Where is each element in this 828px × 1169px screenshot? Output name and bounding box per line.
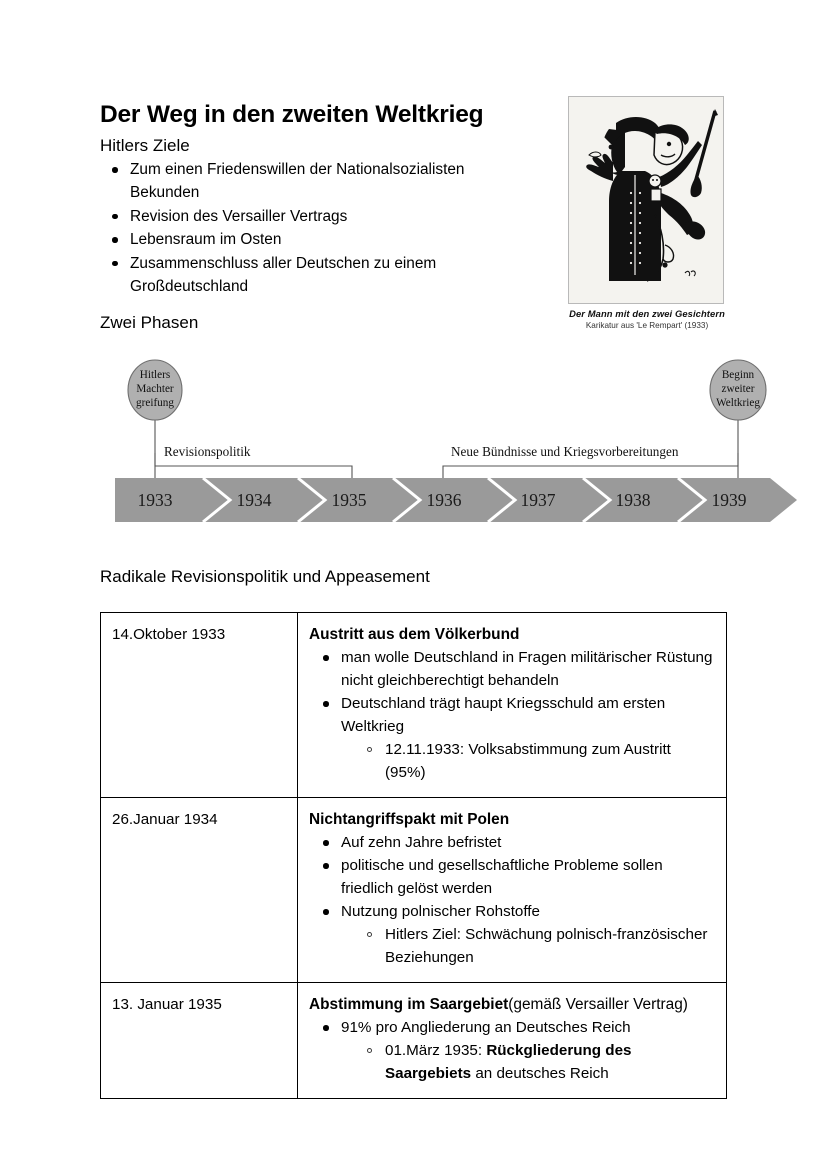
callout-left-line-2: Machter [136,383,174,395]
list-item: Revision des Versailler Vertrags [100,205,530,228]
timeline-year: 1934 [236,490,272,510]
callout-left-line-3: greifung [136,397,174,409]
event-title-text: Austritt aus dem Völkerbund [309,626,520,643]
list-item: Auf zehn Jahre befristet [311,831,715,854]
table-row [101,798,727,983]
caricature-image [568,96,724,304]
event-title [309,993,715,1016]
sub-item-prefix: 12.11.1933: Volksabstimmung zum Austritt (95%) [385,741,671,781]
event-title [309,623,715,646]
table-cell-date: 14.Oktober 1933 [101,613,298,798]
section-heading-radikale: Radikale Revisionspolitik und Appeasement [100,567,430,586]
bracket-phase-2 [443,444,738,478]
timeline-year: 1938 [615,490,651,510]
list-item: Zum einen Friedenswillen der Nationalsozialisten Bekunden [100,158,530,204]
event-title-suffix: (gemäß Versailler Vertrag) [508,996,688,1013]
timeline-year: 1937 [520,490,556,510]
page-title: Der Weg in den zweiten Weltkrieg [100,101,484,128]
sub-item-bold: Rückgliederung des Saargebiets [385,1042,632,1082]
table-cell-date: 26.Januar 1934 [101,798,298,983]
table-row [101,613,727,798]
list-item [311,692,715,784]
callout-right [710,360,766,420]
sub-item-suffix: an deutsches Reich [471,1065,609,1082]
callout-right-line-3: Weltkrieg [716,397,760,409]
event-title-text: Abstimmung im Saargebiet [309,996,509,1013]
table-row [101,983,727,1099]
event-bullet-list [309,831,715,969]
timeline-diagram [0,352,828,532]
event-sub-list [341,738,715,784]
table-cell-body [298,613,727,798]
event-sub-list [341,1039,715,1085]
list-item: Zusammenschluss aller Deutschen zu einem Großdeutschland [100,252,530,298]
callout-left [128,360,182,420]
section-heading-zwei-phasen: Zwei Phasen [100,313,199,332]
sub-list-item [355,923,715,969]
bracket-phase-2-label: Neue Bündnisse und Kriegsvorbereitungen [451,444,679,459]
list-item [311,900,715,969]
table-cell-body [298,798,727,983]
list-item-text: Nutzung polnischer Rohstoffe [341,903,540,920]
table-cell-body [298,983,727,1099]
subheading-hitlers-ziele: Hitlers Ziele [100,136,190,155]
event-title-text: Nichtangriffspakt mit Polen [309,811,510,828]
timeline-year: 1936 [426,490,462,510]
list-item: man wolle Deutschland in Fragen militärischer Rüstung nicht gleichberechtigt behandeln [311,646,715,692]
bracket-phase-1 [155,444,352,478]
sub-list-item [355,738,715,784]
event-bullet-list [309,646,715,784]
sub-item-prefix: Hitlers Ziel: Schwächung polnisch-französischer Beziehungen [385,926,708,966]
callout-left-line-1: Hitlers [139,369,171,381]
timeline-year: 1939 [711,490,747,510]
sub-list-item [355,1039,715,1085]
callout-right-line-1: Beginn [721,369,755,381]
goals-list [100,158,530,298]
timeline-year: 1933 [137,490,173,510]
event-sub-list [341,923,715,969]
event-title [309,808,715,831]
figure-caption-source: Karikatur aus 'Le Rempart' (1933) [585,321,709,330]
sub-item-prefix: 01.März 1935: [385,1042,487,1059]
list-item: politische und gesellschaftliche Probleme sollen friedlich gelöst werden [311,854,715,900]
events-table [100,612,727,1099]
caricature-figure [568,96,726,330]
bracket-phase-1-label: Revisionspolitik [164,444,251,459]
list-item-text: Deutschland trägt haupt Kriegsschuld am ersten Weltkrieg [341,695,666,735]
list-item-text: 91% pro Angliederung an Deutsches Reich [341,1019,631,1036]
callout-right-line-2: zweiter [721,383,755,395]
event-bullet-list [309,1016,715,1085]
list-item: Lebensraum im Osten [100,228,530,251]
timeline-year: 1935 [331,490,367,510]
figure-caption-title: Der Mann mit den zwei Gesichtern [569,308,725,319]
list-item [311,1016,715,1085]
table-cell-date: 13. Januar 1935 [101,983,298,1099]
